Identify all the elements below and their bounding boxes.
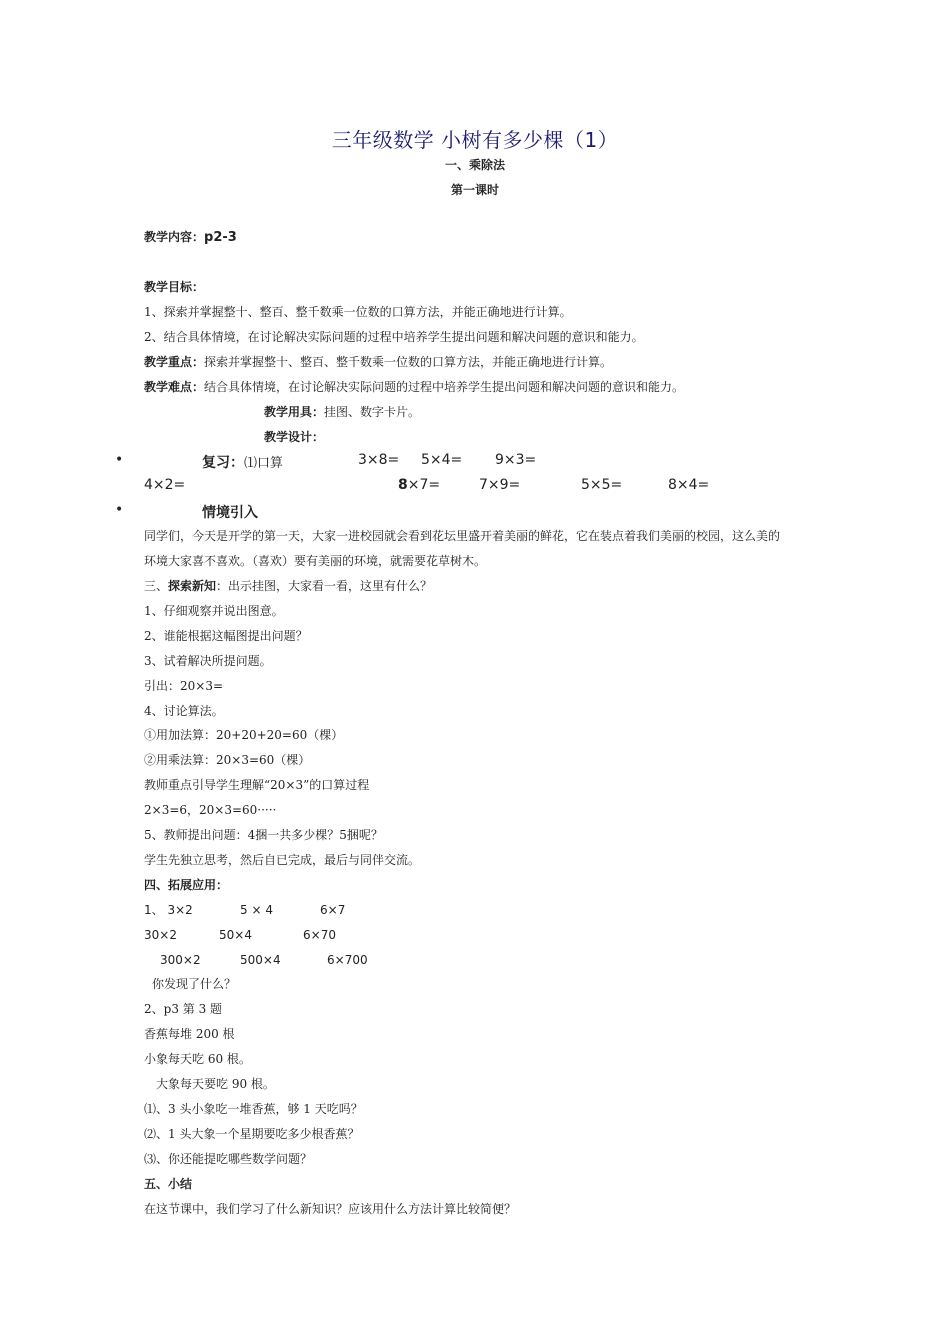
page-title: 三年级数学 小树有多少棵（1） — [331, 128, 619, 152]
goal-item: 2、结合具体情境，在讨论解决实际问题的过程中培养学生提出问题和解决问题的意识和能力。 — [144, 330, 644, 344]
review-expr-bold-digit: 8 — [398, 477, 408, 493]
apply-expr: 30×2 — [144, 928, 177, 942]
teaching-content-label: 教学内容： — [144, 230, 205, 244]
apply-line: ⑵、1 头大象一个星期要吃多少根香蕉？ — [144, 1127, 360, 1141]
review-expr: 3×8= — [358, 452, 400, 468]
review-expr — [398, 477, 440, 493]
apply-line: 小象每天吃 60 根。 — [144, 1052, 251, 1066]
review-expr: 4×2= — [144, 477, 186, 493]
intro-line: 环境大家喜不喜欢。（喜欢）要有美丽的环境，就需要花草树木。 — [144, 554, 487, 568]
apply-expr: 6×7 — [320, 903, 346, 917]
lesson-heading: 第一课时 — [450, 183, 499, 197]
difficulty-label: 教学难点： — [144, 380, 205, 394]
apply-line: 大象每天要吃 90 根。 — [156, 1077, 275, 1091]
apply-expr: 6×70 — [303, 928, 336, 942]
review-expr: 9×3= — [495, 452, 537, 468]
explore-line: 2×3=6，20×3=60····· — [144, 803, 277, 817]
key-point — [144, 354, 612, 370]
goals-label: 教学目标： — [144, 280, 205, 294]
apply-expr: 1、 3×2 — [144, 903, 193, 917]
apply-line: 你发现了什么？ — [152, 977, 237, 991]
bullet-icon: • — [115, 502, 124, 518]
apply-expr: 50×4 — [219, 928, 252, 942]
review-sub: ⑴口算 — [244, 456, 284, 471]
difficulty-text: 结合具体情境，在讨论解决实际问题的过程中培养学生提出问题和解决问题的意识和能力。 — [204, 380, 685, 394]
explore-line: ②用乘法算：20×3=60（棵） — [144, 753, 311, 767]
explore-line: 教师重点引导学生理解“20×3”的口算过程 — [144, 778, 370, 792]
apply-line: 香蕉每堆 200 根 — [144, 1027, 235, 1041]
apply-expr: 300×2 — [160, 953, 201, 967]
unit-heading: 一、乘除法 — [444, 158, 505, 172]
explore-line: 3、试着解决所提问题。 — [144, 654, 272, 668]
tools-label: 教学用具： — [264, 405, 325, 419]
intro-line: 同学们，今天是开学的第一天，大家一进校园就会看到花坛里盛开着美丽的鲜花，它在装点着我们美丽的校园，这么美的 — [144, 529, 781, 543]
explore-text: ：出示挂图，大家看一看，这里有什么？ — [216, 579, 433, 593]
apply-expr: 500×4 — [240, 953, 281, 967]
explore-line: ①用加法算：20+20+20=60（棵） — [144, 728, 344, 742]
bullet-icon: • — [115, 452, 124, 468]
review-expr-rest: ×7= — [407, 477, 441, 493]
goal-item: 1、探索并掌握整十、整百、整千数乘一位数的口算方法，并能正确地进行计算。 — [144, 305, 572, 319]
apply-expr: 5 × 4 — [240, 903, 273, 917]
summary-text: 在这节课中，我们学习了什么新知识？应该用什么方法计算比较简便？ — [144, 1202, 517, 1216]
teaching-content — [144, 229, 237, 246]
key-point-text: 探索并掌握整十、整百、整千数乘一位数的口算方法，并能正确地进行计算。 — [204, 355, 613, 369]
review-label: 复习： — [202, 455, 244, 471]
teaching-content-value: p2-3 — [204, 230, 237, 245]
apply-line: 2、p3 第 3 题 — [144, 1002, 223, 1016]
explore-label: 探索新知 — [168, 579, 217, 593]
apply-expr: 6×700 — [327, 953, 368, 967]
explore-line: 4、讨论算法。 — [144, 704, 224, 718]
review-expr: 5×4= — [421, 452, 463, 468]
explore-line: 学生先独立思考，然后自已完成，最后与同伴交流。 — [144, 853, 421, 867]
explore-prefix: 三、 — [144, 579, 169, 593]
apply-line: ⑴、3 头小象吃一堆香蕉，够 1 天吃吗？ — [144, 1102, 363, 1116]
difficulty — [144, 379, 684, 395]
design-label: 教学设计： — [264, 430, 325, 444]
summary-heading: 五、小结 — [144, 1177, 193, 1191]
apply-heading: 四、拓展应用： — [144, 878, 229, 892]
review-expr: 5×5= — [581, 477, 623, 493]
explore-line: 1、仔细观察并说出图意。 — [144, 604, 284, 618]
review-expr: 7×9= — [479, 477, 521, 493]
explore-line: 2、谁能根据这幅图提出问题？ — [144, 629, 308, 643]
explore-line: 引出：20×3= — [144, 679, 224, 693]
key-point-label: 教学重点： — [144, 355, 205, 369]
teaching-tools — [264, 404, 420, 420]
intro-heading: 情境引入 — [202, 505, 258, 521]
review-heading — [202, 452, 283, 472]
review-expr: 8×4= — [668, 477, 710, 493]
explore-heading — [144, 578, 432, 594]
explore-line: 5、教师提出问题：4捆一共多少棵？5捆呢？ — [144, 828, 383, 842]
tools-text: 挂图、数字卡片。 — [324, 405, 421, 419]
apply-line: ⑶、你还能提吃哪些数学问题？ — [144, 1152, 313, 1166]
